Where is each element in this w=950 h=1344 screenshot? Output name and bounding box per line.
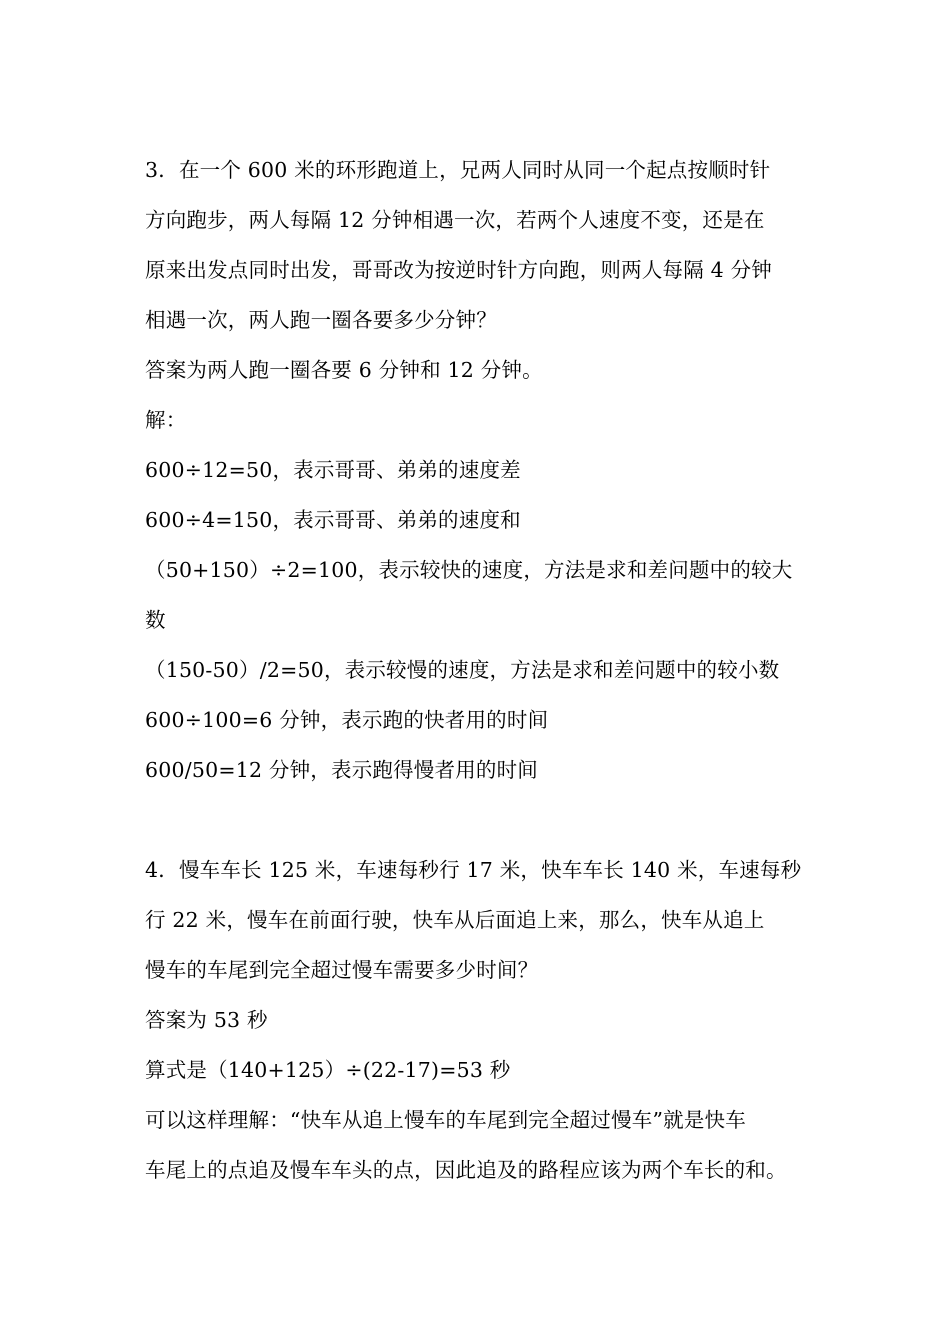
problem-3-solution-step-3: （50+150）÷2=100，表示较快的速度，方法是求和差问题中的较大	[145, 558, 793, 582]
problem-4-explanation-line-2: 车尾上的点追及慢车车头的点，因此追及的路程应该为两个车长的和。	[145, 1158, 787, 1182]
problem-3-solution-step-5: 600÷100=6 分钟，表示跑的快者用的时间	[145, 708, 549, 732]
problem-3-solution-step-6: 600/50=12 分钟，表示跑得慢者用的时间	[145, 758, 538, 782]
problem-3-question-line-2: 方向跑步，两人每隔 12 分钟相遇一次，若两个人速度不变，还是在	[145, 208, 765, 232]
problem-4-question-line-2: 行 22 米，慢车在前面行驶，快车从后面追上来，那么，快车从追上	[145, 908, 765, 932]
problem-4-answer: 答案为 53 秒	[145, 1008, 268, 1032]
problem-3-solution-step-4: （150-50）/2=50，表示较慢的速度，方法是求和差问题中的较小数	[145, 658, 780, 682]
problem-3-question-line-1: 3．在一个 600 米的环形跑道上，兄两人同时从同一个起点按顺时针	[145, 158, 771, 182]
problem-3-question-line-3: 原来出发点同时出发，哥哥改为按逆时针方向跑，则两人每隔 4 分钟	[145, 258, 772, 282]
problem-3-question-line-4: 相遇一次，两人跑一圈各要多少分钟？	[145, 308, 497, 332]
problem-3-answer: 答案为两人跑一圈各要 6 分钟和 12 分钟。	[145, 358, 543, 382]
problem-3-solution-step-1: 600÷12=50，表示哥哥、弟弟的速度差	[145, 458, 521, 482]
problem-4-question-line-1: 4．慢车车长 125 米，车速每秒行 17 米，快车车长 140 米，车速每秒	[145, 858, 802, 882]
problem-3-solution-step-3-continued: 数	[145, 608, 166, 632]
problem-4-formula: 算式是（140+125）÷(22-17)=53 秒	[145, 1058, 511, 1082]
problem-4-question-line-3: 慢车的车尾到完全超过慢车需要多少时间？	[145, 958, 539, 982]
problem-3-solution-step-2: 600÷4=150，表示哥哥、弟弟的速度和	[145, 508, 521, 532]
problem-3-solution-label: 解：	[145, 408, 187, 432]
problem-4-explanation-line-1: 可以这样理解：“快车从追上慢车的车尾到完全超过慢车”就是快车	[145, 1108, 746, 1132]
